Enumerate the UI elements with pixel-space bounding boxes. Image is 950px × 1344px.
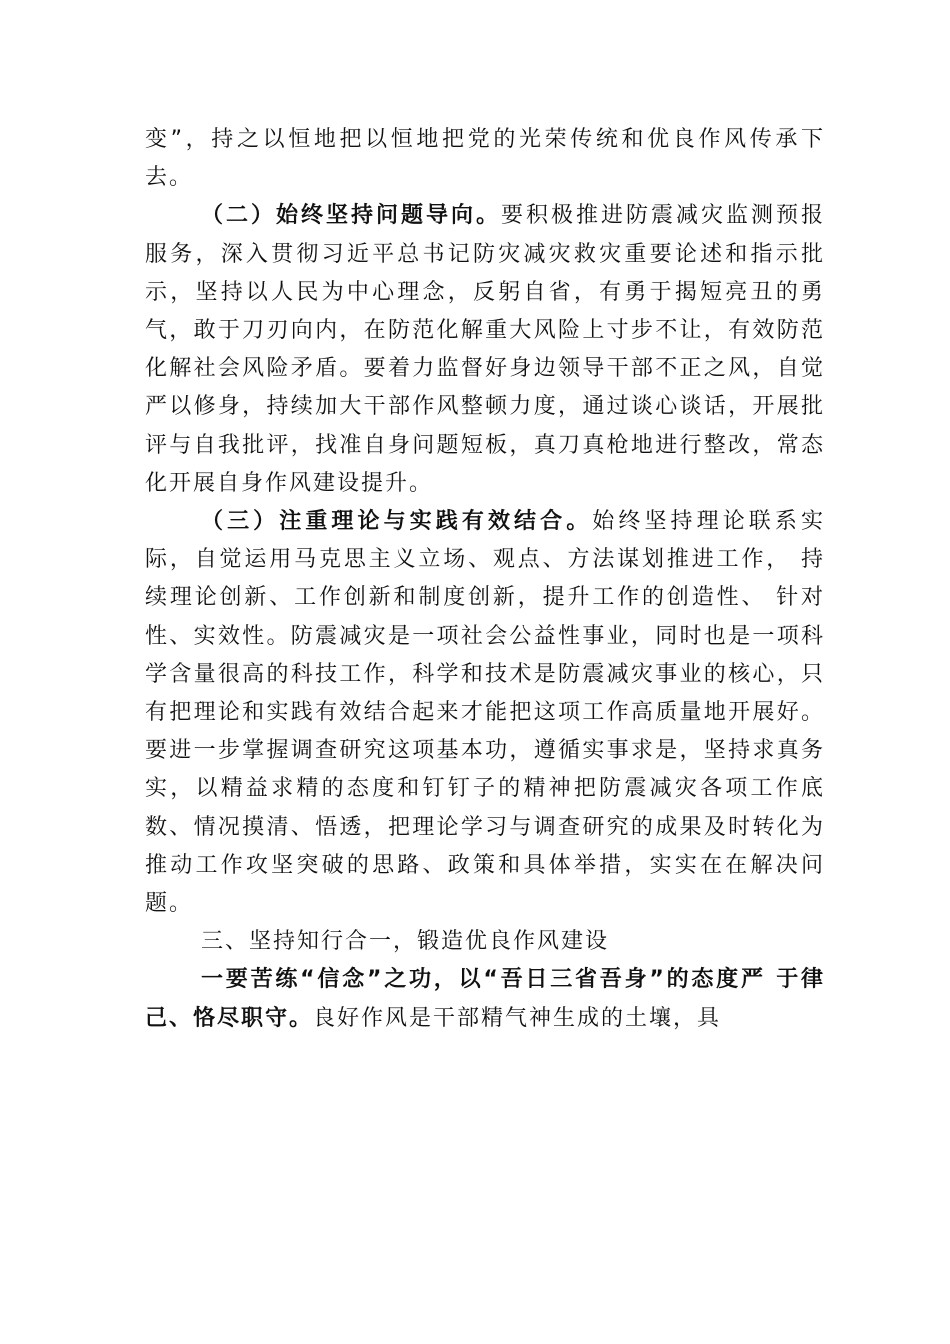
paragraph-text: 良好作风是干部精气神生成的土壤，具 bbox=[313, 1005, 722, 1031]
chapter-heading bbox=[145, 923, 825, 961]
paragraph-section-2 bbox=[145, 197, 825, 503]
document-body bbox=[145, 121, 825, 1038]
chapter-heading-text: 三、坚持知行合一，锻造优良作风建设 bbox=[201, 929, 610, 955]
paragraph-text: 变”，持之以恒地把以恒地把党的光荣传统和优良作风传承下去。 bbox=[145, 127, 825, 191]
paragraph-section-3 bbox=[145, 503, 825, 923]
paragraph-continuation bbox=[145, 121, 825, 197]
paragraph-text: 始终坚持理论联系实际，自觉运用马克思主义立场、观点、方法谋划推进工作， 持续理论创新、工作创新和制度创新，提升工作的创造性、 针对性、实效性。防震减灾是一项社会公益性事业，同时也是一项科学含量很高的科技工作，科学和技术是防震减灾事业的核心，只有把理论和实践有效结合起来才能把这项工作高质量地开展好。要进一步掌握调查研究这项基本功，遵循实事求是，坚持求真务实，以精益求精的态度和钉钉子的精神把防震减灾各项工作底数、情况摸清、悟透，把理论学习与调查研究的成果及时转化为推动工作攻坚突破的思路、政策和具体举措，实实在在解决问题。 bbox=[145, 509, 825, 917]
paragraph-text: 要积极推进防震减灾监测预报服务，深入贯彻习近平总书记防灾减灾救灾重要论述和指示批示，坚持以人民为中心理念，反躬自省，有勇于揭短亮丑的勇气，敢于刀刃向内，在防范化解重大风险上寸步不让，有效防范化解社会风险矛盾。要着力监督好身边领导干部不正之风，自觉严以修身，持续加大干部作风整顿力度，通过谈心谈话，开展批评与自我批评，找准自身问题短板，真刀真枪地进行整改，常态化开展自身作风建设提升。 bbox=[145, 203, 825, 496]
paragraph-point-1 bbox=[145, 961, 825, 1037]
point-heading-1: 一要苦练“信念”之功，以“吾日三省吾身”的态度严 于律己、恪尽职守。 bbox=[145, 967, 825, 1031]
section-heading-3: （三）注重理论与实践有效结合。 bbox=[201, 509, 593, 535]
section-heading-2: （二）始终坚持问题导向。 bbox=[201, 203, 501, 229]
